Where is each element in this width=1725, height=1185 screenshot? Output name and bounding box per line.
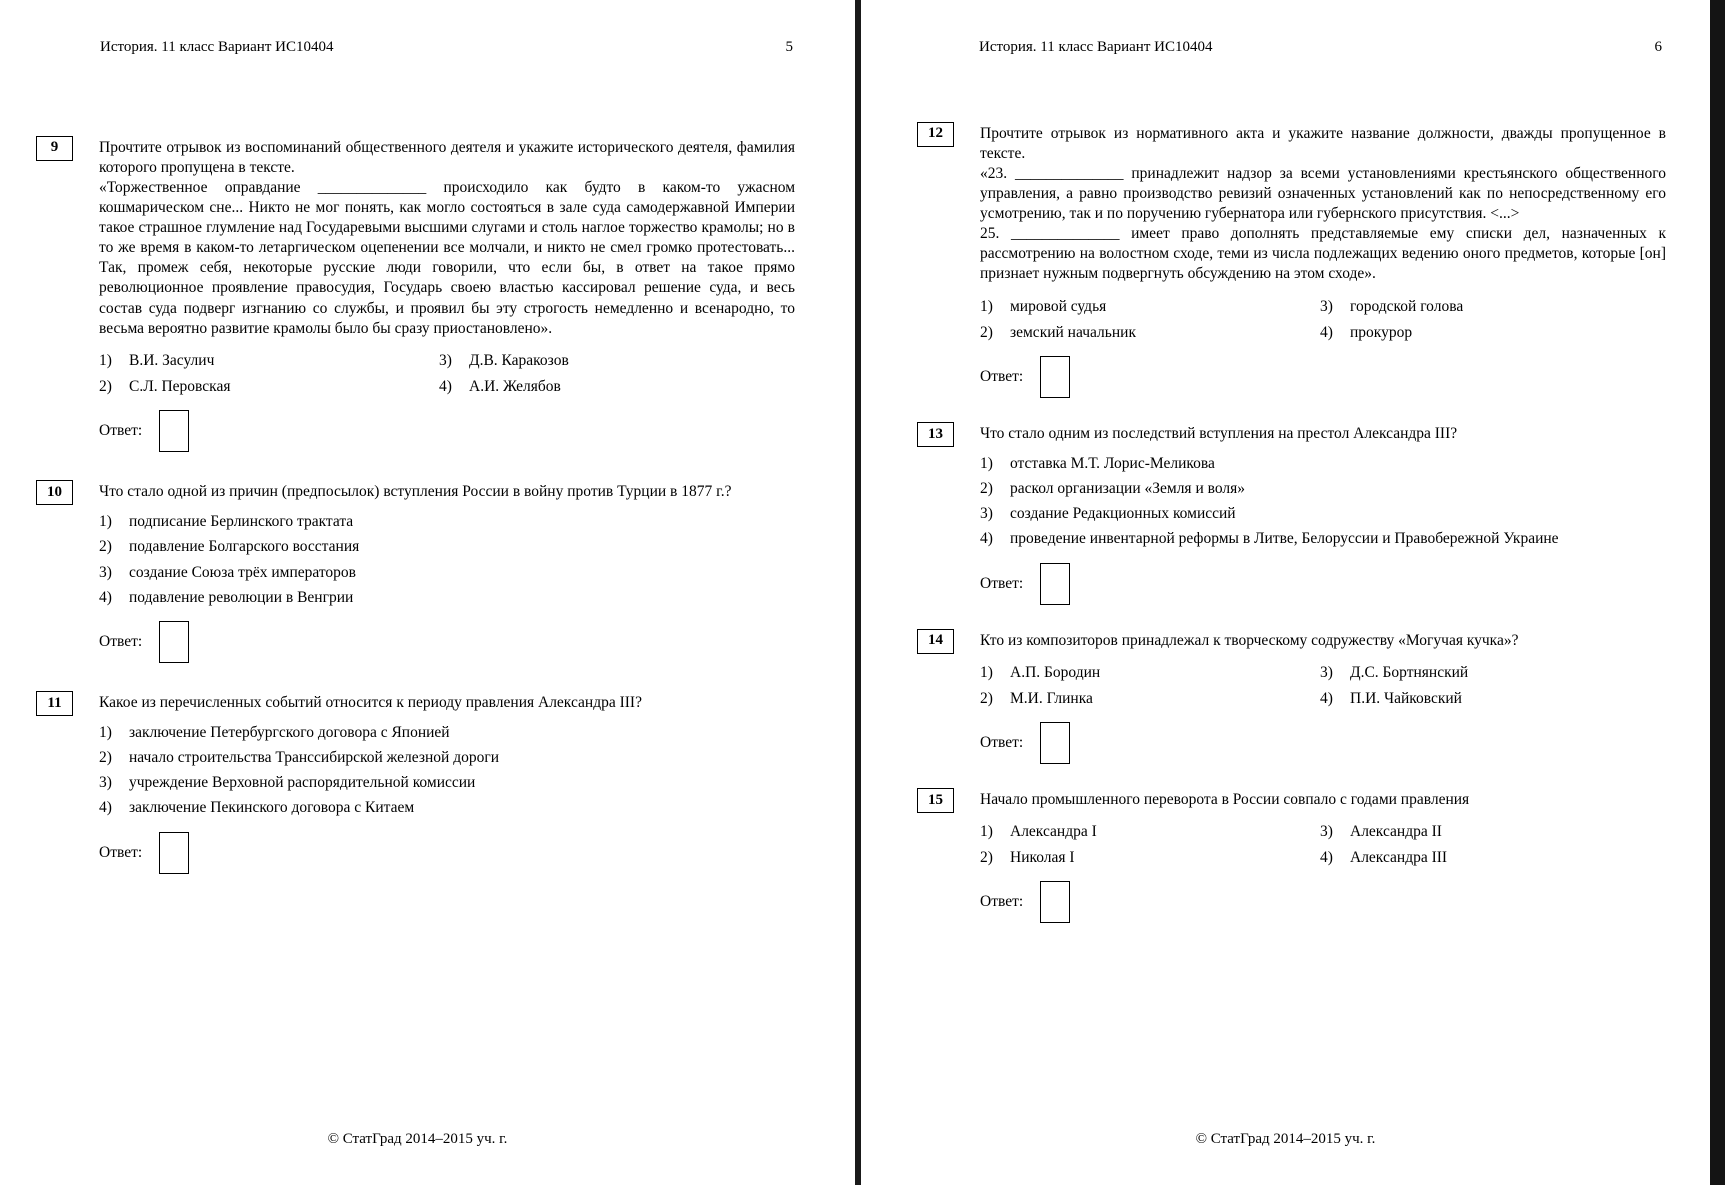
option-text: прокурор	[1350, 323, 1413, 341]
option-text: раскол организации «Земля и воля»	[1010, 480, 1245, 498]
option-text: отставка М.Т. Лорис-Меликова	[1010, 455, 1215, 473]
question-body	[980, 424, 1666, 605]
option-number: 1)	[99, 724, 112, 742]
option-text: Д.В. Каракозов	[469, 351, 569, 369]
question-text: Что стало одной из причин (предпосылок) вступления России в войну против Турции в 1877 г.?	[99, 483, 732, 501]
question-number-box	[36, 691, 73, 716]
question-number-box	[36, 480, 73, 505]
option-2	[99, 748, 795, 768]
option-text: А.И. Желябов	[469, 378, 561, 396]
answer-write-in-box	[1040, 563, 1070, 605]
option-number: 3)	[99, 774, 112, 792]
option-1	[99, 512, 795, 532]
option-2	[99, 537, 795, 557]
question-number: 13	[928, 425, 943, 442]
option-text: подавление революции в Венгрии	[129, 588, 354, 606]
question-number: 15	[928, 791, 943, 808]
option-text: Александра I	[1010, 823, 1097, 841]
answer-row	[99, 621, 795, 663]
page-footer: © СтатГрад 2014–2015 уч. г.	[327, 1130, 508, 1147]
answer-label: Ответ:	[99, 422, 143, 440]
option-4	[1320, 848, 1666, 868]
answer-write-in-box	[159, 410, 189, 452]
question-body	[980, 790, 1666, 923]
option-number: 2)	[99, 538, 112, 556]
page-header	[861, 0, 1710, 58]
question-number-box	[917, 422, 954, 447]
question-text: Что стало одним из последствий вступления на престол Александра III?	[980, 424, 1458, 442]
option-4	[980, 529, 1666, 549]
option-text: П.И. Чайковский	[1350, 689, 1462, 707]
option-text: начало строительства Транссибирской железной дороги	[129, 749, 499, 767]
answer-write-in-box	[159, 621, 189, 663]
option-number: 4)	[1320, 323, 1333, 341]
answer-row	[99, 410, 795, 452]
header-title: История. 11 класс Вариант ИС10404	[100, 39, 334, 55]
option-text: создание Редакционных комиссий	[1010, 505, 1236, 523]
option-text: создание Союза трёх императоров	[129, 563, 356, 581]
option-number: 1)	[980, 823, 993, 841]
answer-row	[980, 563, 1666, 605]
options-list	[99, 512, 795, 608]
option-number: 3)	[99, 563, 112, 581]
question-body	[99, 482, 795, 663]
question-body	[980, 631, 1666, 764]
option-3	[99, 563, 795, 583]
option-2	[980, 323, 1320, 343]
option-number: 2)	[99, 749, 112, 767]
question-number: 14	[928, 632, 943, 649]
question-number: 10	[47, 483, 62, 500]
option-number: 3)	[439, 351, 452, 369]
question-text: Начало промышленного переворота в России совпало с годами правления	[980, 791, 1470, 809]
option-text: заключение Петербургского договора с Японией	[129, 724, 450, 742]
option-3	[980, 504, 1666, 524]
option-number: 4)	[99, 799, 112, 817]
option-number: 2)	[980, 849, 993, 867]
answer-label: Ответ:	[980, 574, 1024, 592]
option-4	[1320, 323, 1666, 343]
option-number: 2)	[99, 378, 112, 396]
question-9	[36, 138, 795, 453]
option-4	[99, 798, 795, 818]
answer-write-in-box	[1040, 881, 1070, 923]
question-number: 9	[50, 139, 59, 156]
question-number-box	[917, 788, 954, 813]
option-text: С.Л. Перовская	[129, 378, 231, 396]
option-text: земский начальник	[1010, 323, 1136, 341]
question-intro: Прочтите отрывок из нормативного акта и укажите название должности, дважды пропущенное в тексте.	[980, 124, 1666, 162]
options-list	[980, 454, 1666, 550]
answer-write-in-box	[1040, 722, 1070, 764]
question-body	[99, 138, 795, 453]
answer-row	[980, 881, 1666, 923]
option-4	[439, 377, 795, 397]
question-13	[917, 424, 1666, 605]
answer-label: Ответ:	[980, 367, 1024, 385]
option-2	[980, 689, 1320, 709]
page-content	[861, 124, 1710, 924]
question-15	[917, 790, 1666, 923]
option-text: Николая I	[1010, 849, 1075, 867]
option-4	[99, 588, 795, 608]
header-title: История. 11 класс Вариант ИС10404	[979, 39, 1213, 55]
answer-label: Ответ:	[980, 893, 1024, 911]
option-number: 4)	[99, 588, 112, 606]
option-text: городской голова	[1350, 297, 1464, 315]
question-11	[36, 693, 795, 874]
option-2	[980, 848, 1320, 868]
option-text: подавление Болгарского восстания	[129, 538, 360, 556]
question-body	[980, 124, 1666, 398]
question-text: Какое из перечисленных событий относится к периоду правления Александра III?	[99, 693, 642, 711]
page-footer: © СтатГрад 2014–2015 уч. г.	[1195, 1130, 1376, 1147]
option-1	[99, 723, 795, 743]
option-number: 1)	[980, 455, 993, 473]
option-1	[980, 663, 1320, 683]
answer-row	[980, 356, 1666, 398]
question-quote: «Торжественное оправдание ______________ происходило как будто в каком-то ужасном кошмарическом сне... Никто не мог понять, как могло состояться в зале суда самодержавной Империи такое страшное глумление над Государевыми высшими слугами и столь наглое торжество крамолы; но в то же время в каком-то летаргическом оцепенении все молчали, и никто не смел громко протестовать... Так, промеж себя, некоторые русские люди говорили, что если бы, в ответ на такое прямо революционное проявление правосудия, Государь своею властью кассировал решение суда, и весь состав суда подверг изгнанию со службы, и проявил бы эту строгость немедленно и всенародно, то весьма вероятно развитие крамолы было бы сразу приостановлено».	[99, 178, 795, 337]
options-grid	[980, 663, 1666, 709]
option-text: учреждение Верховной распорядительной комиссии	[129, 774, 476, 792]
option-3	[99, 773, 795, 793]
answer-write-in-box	[159, 832, 189, 874]
option-number: 4)	[1320, 849, 1333, 867]
option-3	[1320, 297, 1666, 317]
question-text: Кто из композиторов принадлежал к творческому содружеству «Могучая кучка»?	[980, 631, 1519, 649]
options-grid	[980, 297, 1666, 343]
option-text: Александра III	[1350, 849, 1448, 867]
option-number: 1)	[980, 663, 993, 681]
option-number: 3)	[1320, 663, 1333, 681]
question-12	[917, 124, 1666, 398]
option-1	[99, 351, 439, 371]
question-number: 12	[928, 125, 943, 142]
options-grid	[980, 822, 1666, 868]
page-5	[0, 0, 855, 1185]
option-number: 3)	[980, 505, 993, 523]
option-1	[980, 454, 1666, 474]
page-6	[861, 0, 1710, 1185]
option-3	[1320, 822, 1666, 842]
option-2	[99, 377, 439, 397]
option-text: А.П. Бородин	[1010, 663, 1101, 681]
question-14	[917, 631, 1666, 764]
option-text: В.И. Засулич	[129, 351, 215, 369]
options-grid	[99, 351, 795, 397]
question-10	[36, 482, 795, 663]
option-number: 4)	[439, 378, 452, 396]
option-number: 1)	[99, 513, 112, 531]
option-text: Александра II	[1350, 823, 1442, 841]
question-number: 11	[47, 694, 62, 711]
option-number: 4)	[1320, 689, 1333, 707]
option-4	[1320, 689, 1666, 709]
answer-label: Ответ:	[980, 733, 1024, 751]
option-text: проведение инвентарной реформы в Литве, Белоруссии и Правобережной Украине	[1010, 530, 1559, 548]
question-number-box	[36, 136, 73, 161]
answer-label: Ответ:	[99, 843, 143, 861]
options-list	[99, 723, 795, 819]
question-body	[99, 693, 795, 874]
option-text: мировой судья	[1010, 297, 1107, 315]
question-number-box	[917, 629, 954, 654]
option-text: подписание Берлинского трактата	[129, 513, 354, 531]
page-number: 5	[785, 39, 793, 55]
scan-edge-shadow	[1710, 0, 1725, 1185]
option-text: Д.С. Бортнянский	[1350, 663, 1469, 681]
option-1	[980, 297, 1320, 317]
question-intro: Прочтите отрывок из воспоминаний общественного деятеля и укажите исторического деятеля, фамилия которого пропущена в тексте.	[99, 138, 795, 176]
option-number: 1)	[99, 351, 112, 369]
page-header	[0, 0, 855, 58]
question-quote-part1: «23. ______________ принадлежит надзор за всеми установлениями крестьянского общественного управления, а равно производство ревизий означенных установлений как по непосредственному его усмотрению, так и по поручению губернатора или губернского присутствия. <...>	[980, 164, 1666, 223]
option-number: 3)	[1320, 297, 1333, 315]
option-number: 2)	[980, 323, 993, 341]
option-text: М.И. Глинка	[1010, 689, 1093, 707]
option-text: заключение Пекинского договора с Китаем	[129, 799, 415, 817]
option-3	[1320, 663, 1666, 683]
answer-write-in-box	[1040, 356, 1070, 398]
option-number: 2)	[980, 480, 993, 498]
option-3	[439, 351, 795, 371]
option-1	[980, 822, 1320, 842]
page-content	[0, 138, 855, 874]
page-number: 6	[1654, 39, 1662, 55]
option-number: 3)	[1320, 823, 1333, 841]
option-number: 2)	[980, 689, 993, 707]
option-number: 4)	[980, 530, 993, 548]
answer-label: Ответ:	[99, 632, 143, 650]
answer-row	[980, 722, 1666, 764]
option-number: 1)	[980, 297, 993, 315]
option-2	[980, 479, 1666, 499]
question-number-box	[917, 122, 954, 147]
answer-row	[99, 832, 795, 874]
question-quote-part2: 25. ______________ имеет право дополнять представляемые ему списки дел, назначенных к рассмотрению на волостном сходе, теми из числа подлежащих ведению оного предметов, которые [он] признает нужным подвергнуть обсуждению на этом сходе».	[980, 225, 1666, 283]
